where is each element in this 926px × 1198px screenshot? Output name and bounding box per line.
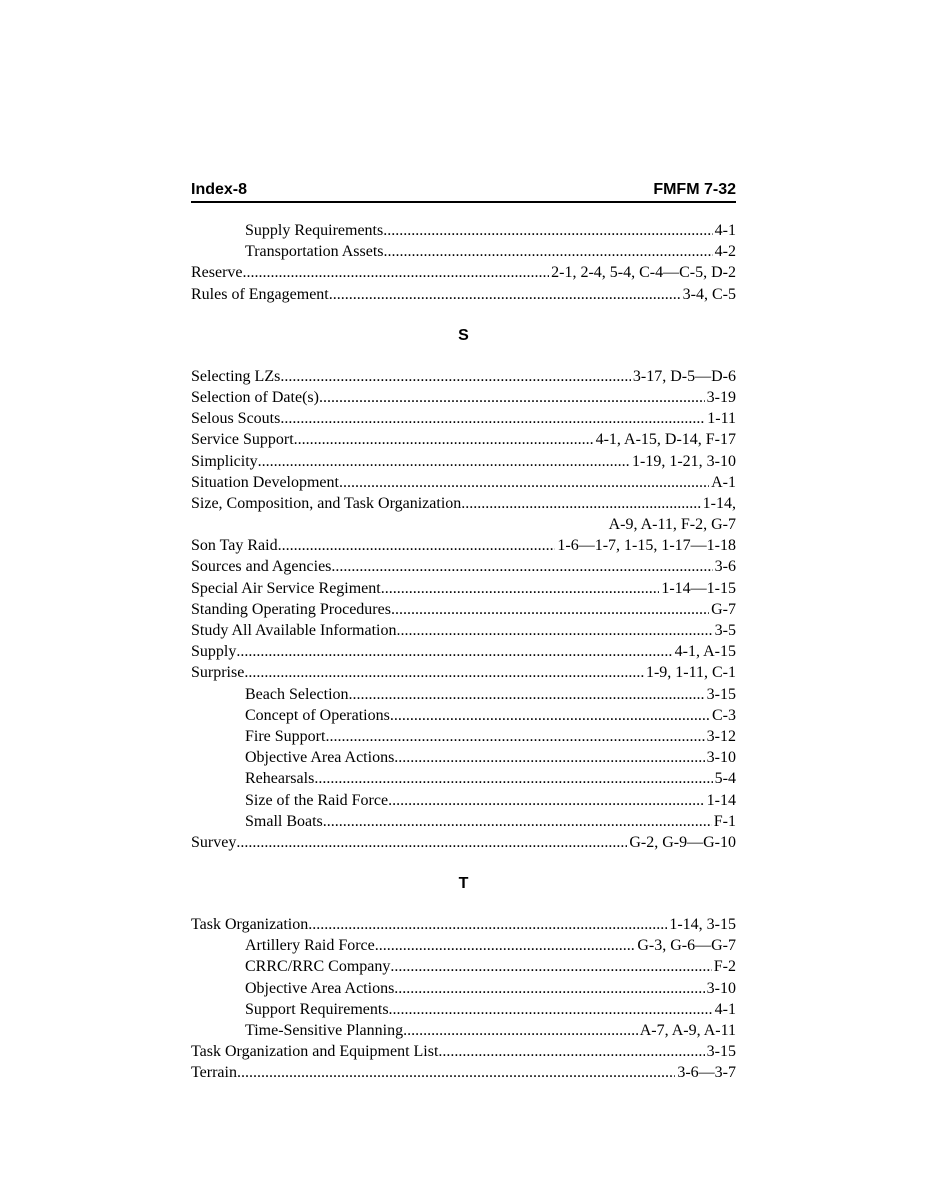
dot-leader (388, 790, 705, 811)
dot-leader (236, 641, 672, 662)
entry-term: Surprise (191, 664, 245, 682)
index-entry (191, 578, 736, 599)
dot-leader (319, 387, 705, 408)
entry-term: Rules of Engagement (191, 285, 329, 303)
entry-page-refs: 1-14, 3-15 (669, 916, 736, 934)
index-entry (191, 408, 736, 429)
dot-leader (308, 914, 667, 935)
index-subentry (191, 684, 736, 705)
entry-term: Artillery Raid Force (245, 937, 375, 955)
page-header (191, 179, 736, 203)
dot-leader (280, 408, 705, 429)
entry-term: Task Organization and Equipment List (191, 1043, 439, 1061)
entry-page-refs: A-7, A-9, A-11 (639, 1022, 736, 1039)
entry-page-refs: 4-2 (714, 243, 736, 261)
entry-term: Supply (191, 643, 237, 661)
dot-leader (258, 451, 630, 472)
entry-page-refs: 1-14, (702, 494, 736, 512)
entry-page-refs: 3-15 (706, 1043, 736, 1061)
entry-term: Task Organization (191, 916, 309, 934)
dot-leader (381, 578, 660, 599)
index-group-t (191, 914, 736, 1084)
entry-page-refs: G-7 (711, 600, 736, 618)
entry-page-refs: 3-10 (706, 979, 736, 997)
entry-term: Situation Development (191, 473, 339, 491)
entry-page-refs: 1-6—1-7, 1-15, 1-17—1-18 (557, 537, 736, 555)
index-entry (191, 914, 736, 935)
index-entry (191, 472, 736, 493)
entry-term: Son Tay Raid (191, 537, 278, 555)
index-subentry (191, 726, 736, 747)
entry-term: Selous Scouts (191, 410, 281, 428)
dot-leader (389, 999, 713, 1020)
dot-leader (396, 620, 712, 641)
entry-page-refs-continued: A-9, A-11, F-2, G-7 (608, 516, 736, 534)
entry-term: Rehearsals (245, 770, 315, 788)
entry-term: Simplicity (191, 452, 258, 470)
entry-term: Survey (191, 833, 237, 851)
entry-page-refs: 3-4, C-5 (682, 285, 736, 303)
entry-term: Study All Available Information (191, 622, 397, 639)
index-subentry (191, 747, 736, 768)
index-subentry (191, 241, 736, 262)
index-entry (191, 535, 736, 556)
entry-term: Objective Area Actions (245, 749, 395, 767)
index-entry (191, 262, 736, 283)
index-subentry (191, 978, 736, 999)
entry-page-refs: 3-15 (706, 685, 736, 703)
index-entry (191, 366, 736, 387)
entry-page-refs: G-2, G-9—G-10 (629, 833, 736, 851)
index-entry (191, 493, 736, 514)
dot-leader (323, 811, 712, 832)
dot-leader (390, 705, 710, 726)
entry-page-refs: 4-1, A-15, D-14, F-17 (595, 431, 736, 449)
entry-page-refs: 3-6—3-7 (677, 1064, 736, 1082)
entry-term: Selection of Date(s) (191, 388, 319, 406)
dot-leader (375, 935, 636, 956)
entry-term: Transportation Assets (245, 243, 384, 261)
index-entry (191, 387, 736, 408)
dot-leader (383, 220, 712, 241)
entry-page-refs: 3-6 (714, 558, 736, 576)
entry-term: Special Air Service Regiment (191, 579, 381, 597)
dot-leader (349, 684, 705, 705)
entry-page-refs: 3-10 (706, 749, 736, 767)
entry-page-refs: 1-11 (707, 410, 736, 428)
page-number-label: Index-8 (191, 181, 248, 198)
dot-leader (237, 1062, 675, 1083)
index-subentry (191, 956, 736, 977)
index-entry (191, 620, 736, 641)
index-entry (191, 451, 736, 472)
index-entry (191, 556, 736, 577)
entry-term: Terrain (191, 1064, 237, 1082)
index-entries (191, 220, 736, 1084)
index-subentry (191, 220, 736, 241)
dot-leader (329, 284, 681, 305)
entry-term: Fire Support (245, 727, 326, 745)
entry-term: Support Requirements (245, 1000, 389, 1018)
entry-term: Reserve (191, 264, 243, 282)
index-entry (191, 1062, 736, 1083)
entry-term: Objective Area Actions (245, 979, 395, 997)
entry-page-refs: C-3 (712, 706, 736, 724)
dot-leader (278, 535, 556, 556)
index-entry-continuation (191, 514, 736, 535)
dot-leader (331, 556, 712, 577)
dot-leader (390, 956, 711, 977)
index-entry (191, 599, 736, 620)
dot-leader (394, 747, 704, 768)
index-entry (191, 832, 736, 853)
index-entry (191, 284, 736, 305)
entry-term: Beach Selection (245, 685, 349, 703)
entry-page-refs: 1-19, 1-21, 3-10 (632, 452, 736, 470)
dot-leader (391, 599, 709, 620)
letter-heading-t: T (458, 875, 469, 893)
entry-page-refs: 5-4 (714, 770, 736, 788)
entry-term: Time-Sensitive Planning (245, 1022, 404, 1039)
entry-page-refs: 3-19 (706, 388, 736, 406)
entry-term: Small Boats (245, 812, 323, 830)
index-subentry (191, 705, 736, 726)
dot-leader (325, 726, 704, 747)
publication-label: FMFM 7-32 (653, 181, 736, 198)
letter-heading-s: S (458, 326, 469, 344)
entry-term: Selecting LZs (191, 367, 281, 385)
index-entry (191, 429, 736, 450)
entry-page-refs: 3-12 (706, 727, 736, 745)
dot-leader (461, 493, 700, 514)
entry-term: Size, Composition, and Task Organization (191, 494, 462, 512)
entry-page-refs: 1-14 (706, 791, 736, 809)
entry-term: Standing Operating Procedures (191, 600, 391, 618)
dot-leader (394, 978, 704, 999)
entry-page-refs: 4-1, A-15 (674, 643, 736, 661)
dot-leader (243, 262, 550, 283)
entry-page-refs: 2-1, 2-4, 5-4, C-4—C-5, D-2 (551, 264, 736, 282)
entry-page-refs: A-1 (711, 473, 736, 491)
dot-leader (314, 768, 712, 789)
entry-term: Supply Requirements (245, 222, 384, 239)
index-subentry (191, 999, 736, 1020)
dot-leader (339, 472, 709, 493)
index-entry (191, 662, 736, 683)
entry-term: Sources and Agencies (191, 558, 332, 576)
index-group-r (191, 220, 736, 305)
dot-leader (403, 1020, 638, 1041)
entry-term: Service Support (191, 431, 294, 449)
dot-leader (236, 832, 627, 853)
index-entry (191, 641, 736, 662)
entry-term: Concept of Operations (245, 706, 390, 724)
dot-leader (294, 429, 594, 450)
entry-page-refs: 4-1 (714, 222, 736, 239)
entry-term: Size of the Raid Force (245, 791, 389, 809)
index-subentry (191, 1020, 736, 1041)
entry-page-refs: F-1 (713, 812, 736, 830)
entry-page-refs: 1-14—1-15 (661, 579, 736, 597)
index-subentry (191, 935, 736, 956)
index-group-s (191, 366, 736, 853)
entry-page-refs: 4-1 (714, 1000, 736, 1018)
index-subentry (191, 811, 736, 832)
dot-leader (280, 366, 631, 387)
entry-page-refs: 1-9, 1-11, C-1 (645, 664, 736, 682)
dot-leader (384, 241, 713, 262)
entry-page-refs: G-3, G-6—G-7 (637, 937, 736, 955)
dot-leader (244, 662, 644, 683)
entry-term: CRRC/RRC Company (245, 958, 391, 976)
entry-page-refs: 3-5 (714, 622, 736, 639)
entry-page-refs: 3-17, D-5—D-6 (632, 367, 736, 385)
entry-page-refs: F-2 (713, 958, 736, 976)
index-entry (191, 1041, 736, 1062)
index-subentry (191, 768, 736, 789)
dot-leader (438, 1041, 704, 1062)
index-subentry (191, 790, 736, 811)
